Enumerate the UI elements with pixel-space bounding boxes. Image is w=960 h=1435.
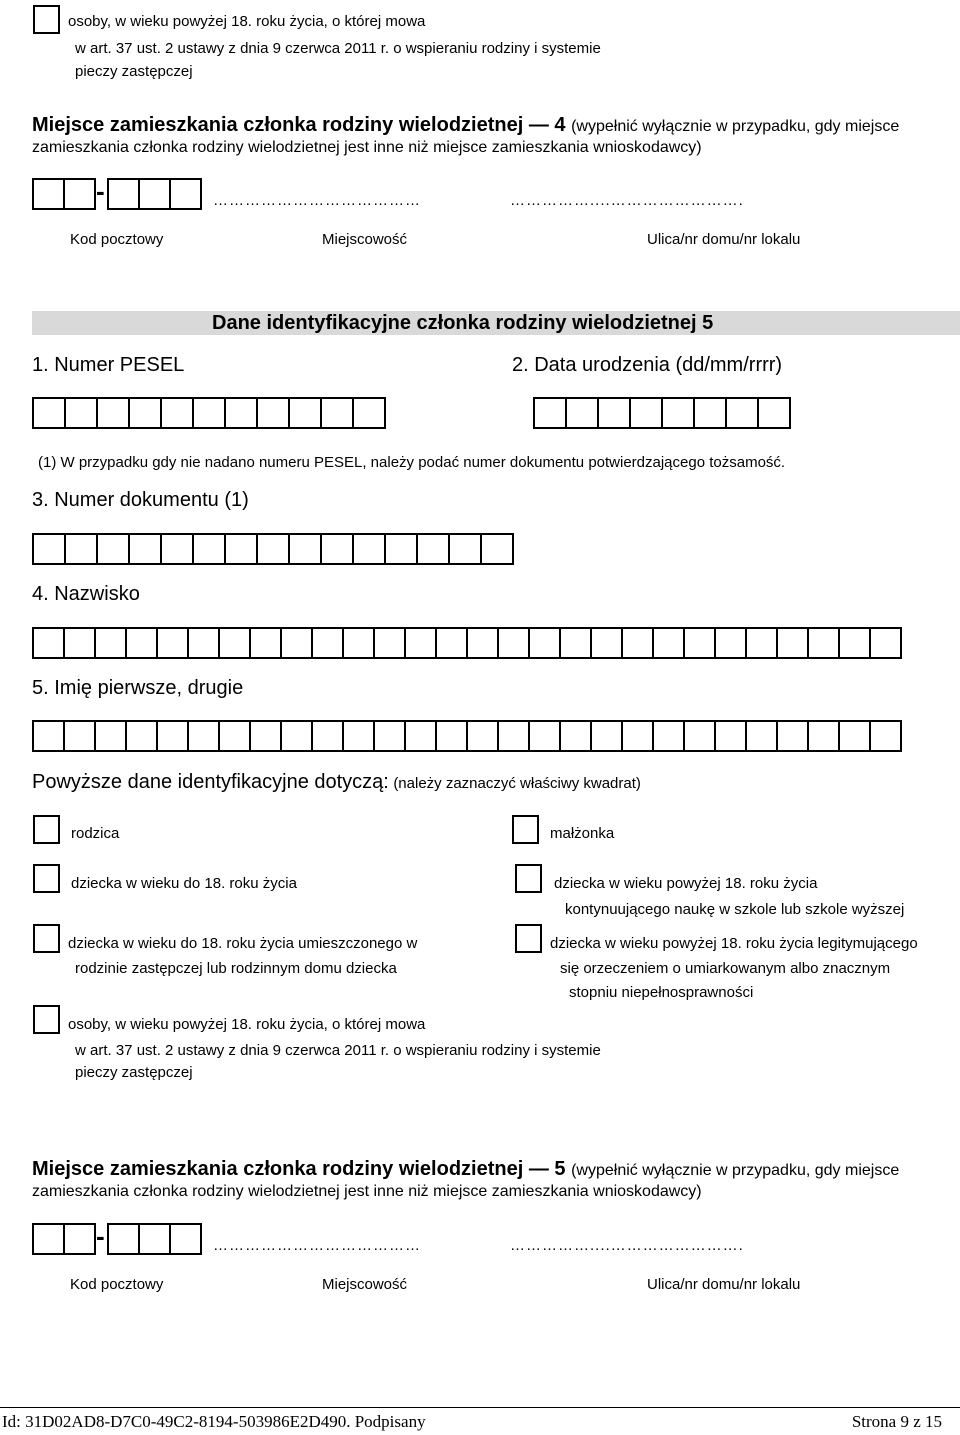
child-foster-line1: dziecka w wieku do 18. roku życia umieszczonego w (68, 935, 418, 952)
char-box[interactable] (565, 397, 599, 429)
char-box[interactable] (590, 627, 623, 659)
child-disabled-line1: dziecka w wieku powyżej 18. roku życia legitymującego (550, 935, 918, 952)
child-foster-line2: rodzinie zastępczej lub rodzinnym domu dziecka (75, 960, 397, 977)
char-box[interactable] (249, 627, 282, 659)
address5-postal-code (32, 1223, 200, 1255)
char-box[interactable] (96, 533, 130, 565)
surname-label: 4. Nazwisko (32, 583, 140, 605)
char-box[interactable] (725, 397, 759, 429)
char-box[interactable] (757, 397, 791, 429)
address4-heading-dash: — (528, 114, 549, 136)
char-box[interactable] (280, 627, 313, 659)
child-disabled-line2: się orzeczeniem o umiarkowanym albo znacznym (560, 960, 891, 977)
char-box[interactable] (559, 720, 592, 752)
char-box[interactable] (280, 720, 313, 752)
char-box[interactable] (497, 720, 530, 752)
char-box[interactable] (224, 533, 258, 565)
address4-street-field[interactable]: ……………....……………………. (510, 192, 744, 209)
char-box[interactable] (32, 627, 65, 659)
char-box[interactable] (435, 720, 468, 752)
char-box[interactable] (838, 720, 871, 752)
char-box[interactable] (416, 533, 450, 565)
char-box[interactable] (597, 397, 631, 429)
char-box[interactable] (311, 720, 344, 752)
top-line3: pieczy zastępczej (75, 63, 193, 80)
address5-heading-number: 5 (554, 1158, 566, 1180)
char-box[interactable] (63, 720, 96, 752)
address5-street-field[interactable]: ……………....……………………. (510, 1237, 744, 1254)
address4-heading-text: Miejsce zamieszkania członka rodziny wielodzietnej (32, 114, 524, 136)
char-box[interactable] (125, 720, 158, 752)
char-box[interactable] (342, 627, 375, 659)
char-box[interactable] (621, 720, 654, 752)
postal-digit-box[interactable] (107, 178, 140, 210)
char-box[interactable] (352, 533, 386, 565)
char-box[interactable] (96, 397, 130, 429)
top-line2: w art. 37 ust. 2 ustawy z dnia 9 czerwca 2011 r. o wspieraniu rodziny i systemie (75, 40, 601, 57)
checkbox-child-under18-label: dziecka w wieku do 18. roku życia (71, 875, 297, 892)
address5-heading-text: Miejsce zamieszkania członka rodziny wielodzietnej (32, 1158, 524, 1180)
dob-label: 2. Data urodzenia (dd/mm/rrrr) (512, 354, 783, 376)
char-box[interactable] (320, 397, 354, 429)
relation-heading (32, 771, 641, 794)
char-box[interactable] (448, 533, 482, 565)
char-box[interactable] (745, 720, 778, 752)
char-box[interactable] (352, 397, 386, 429)
char-box[interactable] (693, 397, 727, 429)
char-box[interactable] (838, 627, 871, 659)
char-box[interactable] (94, 720, 127, 752)
char-box[interactable] (776, 627, 809, 659)
checkbox-spouse[interactable] (512, 815, 539, 844)
char-box[interactable] (63, 627, 96, 659)
footnote-pesel: (1) W przypadku gdy nie nadano numeru PESEL, należy podać numer dokumentu potwierdzającego tożsamość. (38, 454, 786, 471)
address5-label-city: Miejscowość (322, 1276, 408, 1293)
char-box[interactable] (384, 533, 418, 565)
address4-label-street: Ulica/nr domu/nr lokalu (647, 231, 801, 248)
postal-dash: - (96, 1221, 105, 1251)
checkbox-person-over18[interactable] (33, 1005, 60, 1034)
char-box[interactable] (320, 533, 354, 565)
char-box[interactable] (192, 397, 226, 429)
postal-digit-box[interactable] (32, 178, 65, 210)
char-box[interactable] (32, 720, 65, 752)
char-box[interactable] (128, 397, 162, 429)
names-input (32, 720, 900, 752)
address5-note-inline: (wypełnić wyłącznie w przypadku, gdy miejsce (571, 1162, 900, 1179)
child-over18-student-line1: dziecka w wieku powyżej 18. roku życia (554, 875, 818, 892)
char-box[interactable] (661, 397, 695, 429)
char-box[interactable] (480, 533, 514, 565)
postal-digit-box[interactable] (169, 1223, 202, 1255)
address5-heading (32, 1158, 899, 1181)
char-box[interactable] (590, 720, 623, 752)
person-over18-line1: osoby, w wieku powyżej 18. roku życia, o której mowa (68, 1016, 426, 1033)
postal-digit-box[interactable] (138, 178, 171, 210)
char-box[interactable] (435, 627, 468, 659)
char-box[interactable] (807, 627, 840, 659)
relation-heading-text: Powyższe dane identyfikacyjne dotyczą: (32, 771, 389, 793)
char-box[interactable] (256, 397, 290, 429)
postal-digit-box[interactable] (63, 1223, 96, 1255)
char-box[interactable] (869, 627, 902, 659)
char-box[interactable] (160, 533, 194, 565)
char-box[interactable] (497, 627, 530, 659)
checkbox-child-over18-student[interactable] (515, 864, 542, 893)
names-label: 5. Imię pierwsze, drugie (32, 677, 244, 699)
char-box[interactable] (156, 720, 189, 752)
char-box[interactable] (94, 627, 127, 659)
char-box[interactable] (373, 720, 406, 752)
char-box[interactable] (187, 720, 220, 752)
postal-digit-box[interactable] (32, 1223, 65, 1255)
char-box[interactable] (404, 720, 437, 752)
char-box[interactable] (32, 533, 66, 565)
checkbox-person-over18-top[interactable] (33, 5, 60, 34)
char-box[interactable] (629, 397, 663, 429)
char-box[interactable] (466, 627, 499, 659)
address4-note-inline: (wypełnić wyłącznie w przypadku, gdy miejsce (571, 118, 900, 135)
address5-label-street: Ulica/nr domu/nr lokalu (647, 1276, 801, 1293)
relation-heading-note: (należy zaznaczyć właściwy kwadrat) (393, 775, 641, 792)
char-box[interactable] (652, 720, 685, 752)
char-box[interactable] (621, 627, 654, 659)
footer-rule (0, 1407, 960, 1408)
person-over18-line2: w art. 37 ust. 2 ustawy z dnia 9 czerwca 2011 r. o wspieraniu rodziny i systemie (75, 1042, 601, 1059)
char-box[interactable] (288, 397, 322, 429)
postal-digit-box[interactable] (169, 178, 202, 210)
char-box[interactable] (404, 627, 437, 659)
char-box[interactable] (64, 397, 98, 429)
postal-digit-box[interactable] (138, 1223, 171, 1255)
char-box[interactable] (128, 533, 162, 565)
char-box[interactable] (64, 533, 98, 565)
char-box[interactable] (528, 627, 561, 659)
char-box[interactable] (683, 627, 716, 659)
footer-page-number: Strona 9 z 15 (851, 1412, 942, 1431)
char-box[interactable] (745, 627, 778, 659)
char-box[interactable] (869, 720, 902, 752)
address4-city-field[interactable]: ………………………………… (213, 192, 421, 209)
char-box[interactable] (224, 397, 258, 429)
address5-city-field[interactable]: ………………………………… (213, 1237, 421, 1254)
checkbox-parent[interactable] (33, 815, 60, 844)
checkbox-spouse-label: małżonka (550, 825, 615, 842)
char-box[interactable] (218, 720, 251, 752)
checkbox-child-disabled[interactable] (515, 924, 542, 953)
dob-input (533, 397, 789, 429)
char-box[interactable] (187, 627, 220, 659)
postal-dash: - (96, 176, 105, 206)
char-box[interactable] (776, 720, 809, 752)
char-box[interactable] (807, 720, 840, 752)
child-disabled-line3: stopniu niepełnosprawności (569, 984, 754, 1001)
char-box[interactable] (32, 397, 66, 429)
address4-label-city: Miejscowość (322, 231, 408, 248)
char-box[interactable] (652, 627, 685, 659)
address4-label-postal: Kod pocztowy (70, 231, 164, 248)
address5-heading-dash: — (528, 1158, 549, 1180)
pesel-label: 1. Numer PESEL (32, 354, 185, 376)
char-box[interactable] (156, 627, 189, 659)
char-box[interactable] (559, 627, 592, 659)
postal-digit-box[interactable] (107, 1223, 140, 1255)
postal-digit-box[interactable] (63, 178, 96, 210)
char-box[interactable] (218, 627, 251, 659)
char-box[interactable] (125, 627, 158, 659)
child-over18-student-line2: kontynuującego naukę w szkole lub szkole wyższej (565, 901, 905, 918)
char-box[interactable] (249, 720, 282, 752)
checkbox-parent-label: rodzica (71, 825, 120, 842)
char-box[interactable] (528, 720, 561, 752)
address4-heading (32, 114, 899, 137)
person-over18-line3: pieczy zastępczej (75, 1064, 193, 1081)
char-box[interactable] (160, 397, 194, 429)
char-box[interactable] (288, 533, 322, 565)
surname-input (32, 627, 900, 659)
char-box[interactable] (342, 720, 375, 752)
char-box[interactable] (373, 627, 406, 659)
address4-postal-code (32, 178, 200, 210)
char-box[interactable] (714, 627, 747, 659)
pesel-input (32, 397, 384, 429)
char-box[interactable] (533, 397, 567, 429)
footer-document-id: Id: 31D02AD8-D7C0-49C2-8194-503986E2D490. Podpisany (2, 1412, 426, 1431)
checkbox-person-over18-top-label: osoby, w wieku powyżej 18. roku życia, o której mowa (68, 13, 426, 30)
checkbox-child-under18[interactable] (33, 864, 60, 893)
address5-label-postal: Kod pocztowy (70, 1276, 164, 1293)
char-box[interactable] (714, 720, 747, 752)
checkbox-child-foster[interactable] (33, 924, 60, 953)
doc-number-label: 3. Numer dokumentu (1) (32, 489, 249, 511)
char-box[interactable] (466, 720, 499, 752)
section5-title: Dane identyfikacyjne członka rodziny wielodzietnej 5 (212, 312, 714, 334)
char-box[interactable] (256, 533, 290, 565)
char-box[interactable] (192, 533, 226, 565)
char-box[interactable] (683, 720, 716, 752)
char-box[interactable] (311, 627, 344, 659)
doc-number-input (32, 533, 512, 565)
address4-note-line2: zamieszkania członka rodziny wielodzietnej jest inne niż miejsce zamieszkania wnioskodawcy) (32, 139, 702, 156)
address5-note-line2: zamieszkania członka rodziny wielodzietnej jest inne niż miejsce zamieszkania wnioskodawcy) (32, 1183, 702, 1200)
address4-heading-number: 4 (554, 114, 566, 136)
